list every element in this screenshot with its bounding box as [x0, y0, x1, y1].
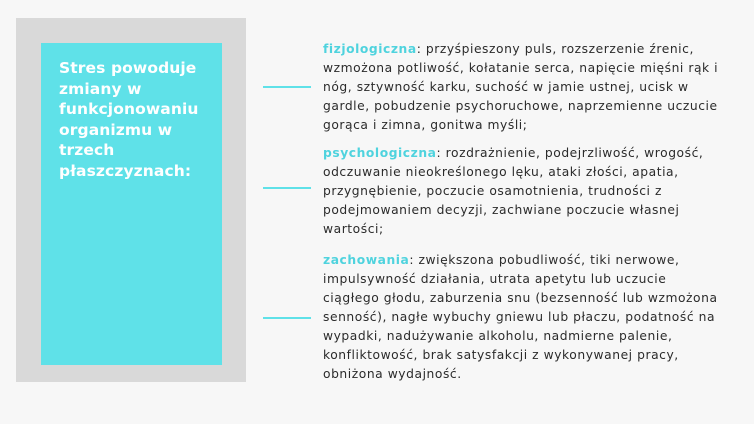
connector-line-1	[263, 86, 311, 88]
item-psychological	[323, 144, 723, 239]
item-physiological	[323, 40, 723, 135]
item-text: : zwiększona pobudliwość, tiki nerwowe, impulsywność działania, utrata apetytu lub uczucie ciągłego głodu, zaburzenia snu (bezsenność lub wzmożona senność), nagłe wybuchy gniewu lub płaczu, podatność na wypadki, nadużywanie alkoholu, nadmierne palenie, konfliktowość, brak satysfakcji z wykonywanej pracy, obniżona wydajność.	[323, 253, 718, 381]
item-keyword: fizjologiczna	[323, 42, 417, 56]
connector-line-3	[263, 317, 311, 319]
item-text: : przyśpieszony puls, rozszerzenie źrenic, wzmożona potliwość, kołatanie serca, napięcie mięśni rąk i nóg, sztywność karku, suchość w jamie ustnej, ucisk w gardle, pobudzenie psychoruchowe, naprzemienne uczucie gorąca i zimna, gonitwa myśli;	[323, 42, 719, 132]
item-text: : rozdrażnienie, podejrzliwość, wrogość, odczuwanie nieokreślonego lęku, ataki złości, apatia, przygnębienie, poczucie osamotnienia, trudności z podejmowaniem decyzji, zachwiane poczucie własnej wartości;	[323, 146, 704, 236]
panel-title: Stres powoduje zmiany w funkcjonowaniu organizmu w trzech płaszczyznach:	[59, 59, 199, 180]
connector-line-2	[263, 187, 311, 189]
item-keyword: psychologiczna	[323, 146, 437, 160]
item-keyword: zachowania	[323, 253, 410, 267]
title-panel	[41, 43, 222, 365]
item-behavioral	[323, 251, 723, 384]
